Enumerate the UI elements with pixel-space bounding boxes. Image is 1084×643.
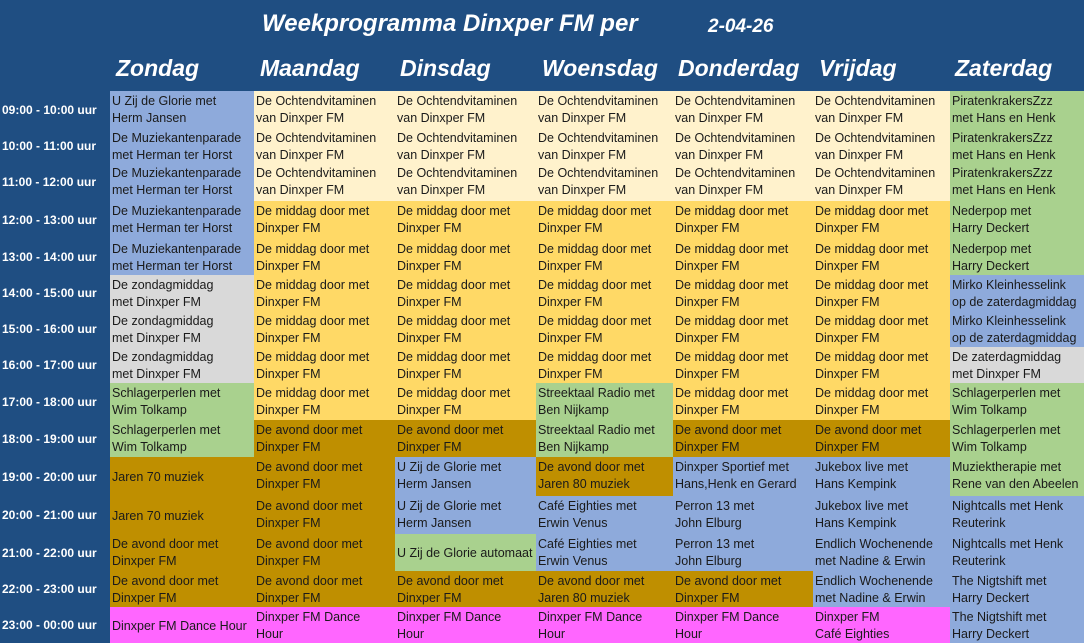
program-cell: [950, 534, 1084, 571]
program-cell: [110, 91, 254, 128]
program-cell: [254, 128, 395, 163]
program-cell: [395, 607, 536, 643]
program-cell: [395, 571, 536, 607]
program-title: De middag door met Dinxper FM: [397, 386, 511, 417]
program-cell: [673, 163, 813, 201]
program-title: PiratenkrakersZzz met Hans en Henk: [952, 131, 1056, 162]
program-title: De Ochtendvitaminen van Dinxper FM: [538, 131, 659, 162]
program-title: De Ochtendvitaminen van Dinxper FM: [815, 131, 936, 162]
program-cell: [813, 607, 950, 643]
program-title: De middag door met Dinxper FM: [815, 350, 929, 381]
program-cell: [950, 201, 1084, 239]
program-cell: [813, 239, 950, 275]
program-cell: [950, 275, 1084, 311]
program-cell: [110, 275, 254, 311]
program-cell: [254, 383, 395, 420]
program-title: Schlagerperlen met Wim Tolkamp: [952, 386, 1061, 417]
program-title: U Zij de Glorie met Herm Jansen: [397, 460, 502, 491]
program-cell: [673, 275, 813, 311]
program-title: Dinxper FM Dance Hour: [397, 610, 502, 641]
program-title: U Zij de Glorie met Herm Jansen: [397, 499, 502, 530]
program-cell: [254, 347, 395, 383]
program-title: De avond door met Dinxper FM: [256, 499, 363, 530]
program-title: Perron 13 met John Elburg: [675, 537, 755, 568]
program-cell: [395, 496, 536, 534]
program-title: De avond door met Dinxper FM: [256, 537, 363, 568]
program-cell: [395, 534, 536, 571]
time-label: 15:00 - 16:00 uur: [2, 322, 97, 336]
program-cell: [536, 496, 673, 534]
program-title: De middag door met Dinxper FM: [256, 242, 370, 273]
program-cell: [536, 239, 673, 275]
schedule-date: 2-04-26: [708, 16, 774, 37]
program-title: U Zij de Glorie automaat: [397, 546, 533, 561]
program-cell: [395, 201, 536, 239]
program-cell: [254, 163, 395, 201]
program-cell: [110, 383, 254, 420]
program-title: De middag door met Dinxper FM: [815, 386, 929, 417]
program-cell: [536, 163, 673, 201]
time-label: 21:00 - 22:00 uur: [2, 545, 97, 560]
program-cell: [110, 534, 254, 571]
program-title: De Ochtendvitaminen van Dinxper FM: [256, 131, 377, 162]
program-title: De middag door met Dinxper FM: [675, 314, 789, 345]
program-title: De Ochtendvitaminen van Dinxper FM: [397, 166, 518, 197]
program-cell: [673, 201, 813, 239]
program-cell: [395, 311, 536, 347]
program-title: PiratenkrakersZzz met Hans en Henk: [952, 94, 1056, 125]
program-title: Café Eighties met Erwin Venus: [538, 499, 637, 530]
program-title: De zondagmiddag met Dinxper FM: [112, 278, 214, 309]
program-cell: [813, 571, 950, 607]
program-cell: [813, 496, 950, 534]
program-cell: [395, 383, 536, 420]
program-title: De middag door met Dinxper FM: [256, 278, 370, 309]
time-label: 13:00 - 14:00 uur: [2, 250, 97, 264]
program-cell: [673, 457, 813, 496]
program-cell: [813, 311, 950, 347]
program-cell: [254, 496, 395, 534]
program-cell: [110, 607, 254, 643]
program-title: The Nigtshift met Harry Deckert: [952, 574, 1047, 605]
time-label: 23:00 - 00:00 uur: [2, 618, 97, 632]
program-cell: [395, 420, 536, 457]
program-cell: [813, 347, 950, 383]
program-cell: [254, 201, 395, 239]
program-title: De Ochtendvitaminen van Dinxper FM: [675, 94, 796, 125]
program-title: Dinxper FM Dance Hour: [675, 610, 780, 641]
program-cell: [395, 239, 536, 275]
program-title: De Ochtendvitaminen van Dinxper FM: [256, 94, 377, 125]
day-header-dinsdag: Dinsdag: [400, 55, 491, 81]
program-title: Jukebox live met Hans Kempink: [815, 460, 909, 491]
program-title: De zondagmiddag met Dinxper FM: [112, 350, 214, 381]
program-cell: [813, 128, 950, 163]
program-cell: [950, 496, 1084, 534]
time-label: 14:00 - 15:00 uur: [2, 286, 97, 300]
program-title: Café Eighties met Erwin Venus: [538, 537, 637, 568]
program-title: De middag door met Dinxper FM: [815, 204, 929, 235]
schedule-title: Weekprogramma Dinxper FM per: [262, 10, 638, 37]
program-cell: [673, 420, 813, 457]
program-cell: [673, 91, 813, 128]
program-title: De avond door met Dinxper FM: [112, 574, 219, 605]
program-title: De Ochtendvitaminen van Dinxper FM: [538, 94, 659, 125]
program-cell: [536, 311, 673, 347]
program-title: Streektaal Radio met Ben Nijkamp: [538, 386, 655, 417]
program-title: De middag door met Dinxper FM: [675, 386, 789, 417]
program-cell: [813, 163, 950, 201]
time-label: 10:00 - 11:00 uur: [2, 138, 97, 153]
program-cell: [254, 239, 395, 275]
program-title: De Ochtendvitaminen van Dinxper FM: [815, 166, 936, 197]
program-title: De middag door met Dinxper FM: [675, 278, 789, 309]
program-cell: [110, 163, 254, 201]
program-cell: [110, 311, 254, 347]
day-header-maandag: Maandag: [260, 55, 360, 81]
time-label: 11:00 - 12:00 uur: [2, 175, 97, 189]
program-title: Jaren 70 muziek: [112, 470, 204, 485]
program-cell: [395, 128, 536, 163]
program-cell: [950, 571, 1084, 607]
program-cell: [813, 420, 950, 457]
program-title: De middag door met Dinxper FM: [397, 314, 511, 345]
program-cell: [254, 275, 395, 311]
program-cell: [110, 496, 254, 534]
program-cell: [254, 571, 395, 607]
program-cell: [673, 496, 813, 534]
program-title: De Ochtendvitaminen van Dinxper FM: [538, 166, 659, 197]
program-title: Jaren 70 muziek: [112, 508, 204, 523]
program-title: Dinxper Sportief met Hans,Henk en Gerard: [675, 460, 797, 491]
program-cell: [110, 239, 254, 275]
program-cell: [254, 91, 395, 128]
program-cell: [950, 128, 1084, 163]
program-cell: [950, 91, 1084, 128]
program-cell: [536, 275, 673, 311]
program-title: De Ochtendvitaminen van Dinxper FM: [397, 94, 518, 125]
program-cell: [395, 457, 536, 496]
program-cell: [950, 163, 1084, 201]
program-cell: [536, 534, 673, 571]
program-cell: [950, 239, 1084, 275]
program-title: De middag door met Dinxper FM: [675, 350, 789, 381]
program-title: De middag door met Dinxper FM: [256, 350, 370, 381]
program-title: De Muziekantenparade met Herman ter Horst: [112, 166, 242, 197]
day-header-vrijdag: Vrijdag: [819, 55, 897, 81]
program-cell: [950, 420, 1084, 457]
time-label: 17:00 - 18:00 uur: [2, 394, 97, 409]
program-title: De avond door met Dinxper FM: [675, 423, 782, 454]
program-title: De middag door met Dinxper FM: [538, 278, 652, 309]
day-header-woensdag: Woensdag: [542, 55, 658, 81]
program-title: De avond door met Dinxper FM: [675, 574, 782, 605]
program-cell: [673, 311, 813, 347]
program-cell: [950, 311, 1084, 347]
program-title: U Zij de Glorie met Herm Jansen: [112, 94, 217, 125]
program-title: Nightcalls met Henk Reuterink: [952, 537, 1064, 568]
program-cell: [395, 91, 536, 128]
program-cell: [673, 571, 813, 607]
program-title: De middag door met Dinxper FM: [256, 204, 370, 235]
program-title: Nightcalls met Henk Reuterink: [952, 499, 1064, 530]
program-title: De Ochtendvitaminen van Dinxper FM: [675, 166, 796, 197]
program-cell: [536, 457, 673, 496]
program-cell: [254, 311, 395, 347]
program-cell: [110, 571, 254, 607]
program-title: De middag door met Dinxper FM: [397, 350, 511, 381]
program-cell: [536, 201, 673, 239]
program-title: De zondagmiddag met Dinxper FM: [112, 314, 214, 345]
program-title: Mirko Kleinhesselink op de zaterdagmiddag: [952, 314, 1077, 345]
program-cell: [813, 534, 950, 571]
program-title: De middag door met Dinxper FM: [538, 242, 652, 273]
program-title: The Nigtshift met Harry Deckert: [952, 610, 1047, 641]
day-header-zondag: Zondag: [116, 55, 200, 81]
program-cell: [395, 163, 536, 201]
program-cell: [110, 128, 254, 163]
program-cell: [813, 275, 950, 311]
program-cell: [673, 534, 813, 571]
program-title: De zaterdagmiddag met Dinxper FM: [952, 350, 1062, 381]
program-cell: [813, 201, 950, 239]
program-title: Streektaal Radio met Ben Nijkamp: [538, 423, 655, 454]
program-title: De middag door met Dinxper FM: [538, 204, 652, 235]
time-label: 16:00 - 17:00 uur: [2, 358, 97, 372]
program-title: De Ochtendvitaminen van Dinxper FM: [675, 131, 796, 162]
time-label: 19:00 - 20:00 uur: [2, 469, 97, 484]
program-cell: [395, 347, 536, 383]
program-cell: [673, 128, 813, 163]
program-cell: [536, 607, 673, 643]
program-title: De middag door met Dinxper FM: [256, 386, 370, 417]
program-title: De Ochtendvitaminen van Dinxper FM: [815, 94, 936, 125]
program-title: Schlagerperlen met Wim Tolkamp: [112, 386, 221, 417]
program-title: Mirko Kleinhesselink op de zaterdagmiddag: [952, 278, 1077, 309]
program-title: Dinxper FM Dance Hour: [256, 610, 361, 641]
program-title: Nederpop met Harry Deckert: [952, 242, 1032, 273]
program-title: De Muziekantenparade met Herman ter Horst: [112, 242, 242, 273]
program-cell: [536, 128, 673, 163]
program-title: De middag door met Dinxper FM: [397, 278, 511, 309]
program-cell: [950, 457, 1084, 496]
program-cell: [950, 607, 1084, 643]
program-title: De Ochtendvitaminen van Dinxper FM: [397, 131, 518, 162]
program-title: Nederpop met Harry Deckert: [952, 204, 1032, 235]
program-cell: [395, 275, 536, 311]
program-cell: [110, 347, 254, 383]
program-title: Endlich Wochenende met Nadine & Erwin: [815, 537, 933, 568]
program-title: De avond door met Dinxper FM: [397, 574, 504, 605]
program-title: De avond door met Dinxper FM: [256, 423, 363, 454]
program-cell: [254, 457, 395, 496]
program-cell: [110, 457, 254, 496]
time-label: 20:00 - 21:00 uur: [2, 508, 97, 522]
program-cell: [673, 383, 813, 420]
program-title: PiratenkrakersZzz met Hans en Henk: [952, 166, 1056, 197]
program-title: De avond door met Dinxper FM: [815, 423, 922, 454]
program-cell: [536, 91, 673, 128]
program-title: Schlagerperlen met Wim Tolkamp: [112, 423, 221, 454]
program-cell: [536, 383, 673, 420]
program-title: De avond door met Jaren 80 muziek: [538, 460, 645, 491]
program-cell: [110, 201, 254, 239]
program-cell: [254, 420, 395, 457]
program-title: Perron 13 met John Elburg: [675, 499, 755, 530]
program-title: De Muziekantenparade met Herman ter Horst: [112, 204, 242, 235]
time-label: 12:00 - 13:00 uur: [2, 213, 97, 227]
program-cell: [673, 347, 813, 383]
program-cell: [813, 383, 950, 420]
program-title: De avond door met Jaren 80 muziek: [538, 574, 645, 605]
program-title: De middag door met Dinxper FM: [256, 314, 370, 345]
program-title: De Muziekantenparade met Herman ter Horst: [112, 131, 242, 162]
program-title: De middag door met Dinxper FM: [538, 350, 652, 381]
program-title: De middag door met Dinxper FM: [675, 204, 789, 235]
program-cell: [254, 534, 395, 571]
program-title: De middag door met Dinxper FM: [675, 242, 789, 273]
program-cell: [536, 347, 673, 383]
program-cell: [673, 239, 813, 275]
program-title: Schlagerperlen met Wim Tolkamp: [952, 423, 1061, 454]
program-cell: [536, 571, 673, 607]
program-cell: [813, 91, 950, 128]
program-title: De Ochtendvitaminen van Dinxper FM: [256, 166, 377, 197]
time-label: 09:00 - 10:00 uur: [2, 102, 97, 117]
program-title: De avond door met Dinxper FM: [256, 574, 363, 605]
time-label: 22:00 - 23:00 uur: [2, 582, 97, 596]
program-title: De middag door met Dinxper FM: [815, 314, 929, 345]
program-title: De middag door met Dinxper FM: [397, 204, 511, 235]
program-title: De middag door met Dinxper FM: [815, 278, 929, 309]
program-cell: [673, 607, 813, 643]
time-label: 18:00 - 19:00 uur: [2, 431, 97, 446]
program-cell: [536, 420, 673, 457]
program-cell: [110, 420, 254, 457]
program-cell: [950, 383, 1084, 420]
program-title: Dinxper FM Café Eighties: [815, 610, 890, 641]
program-title: De middag door met Dinxper FM: [538, 314, 652, 345]
program-cell: [950, 347, 1084, 383]
program-title: De avond door met Dinxper FM: [397, 423, 504, 454]
day-header-donderdag: Donderdag: [678, 55, 800, 81]
program-cell: [813, 457, 950, 496]
program-title: De avond door met Dinxper FM: [256, 460, 363, 491]
program-title: Muziektherapie met Rene van den Abeelen: [952, 460, 1079, 491]
program-title: De middag door met Dinxper FM: [815, 242, 929, 273]
program-cell: [254, 607, 395, 643]
day-header-zaterdag: Zaterdag: [955, 55, 1053, 81]
program-title: De middag door met Dinxper FM: [397, 242, 511, 273]
program-title: Dinxper FM Dance Hour: [538, 610, 643, 641]
program-title: Jukebox live met Hans Kempink: [815, 499, 909, 530]
program-title: Dinxper FM Dance Hour: [112, 618, 247, 633]
program-title: De avond door met Dinxper FM: [112, 537, 219, 568]
program-title: Endlich Wochenende met Nadine & Erwin: [815, 574, 933, 605]
